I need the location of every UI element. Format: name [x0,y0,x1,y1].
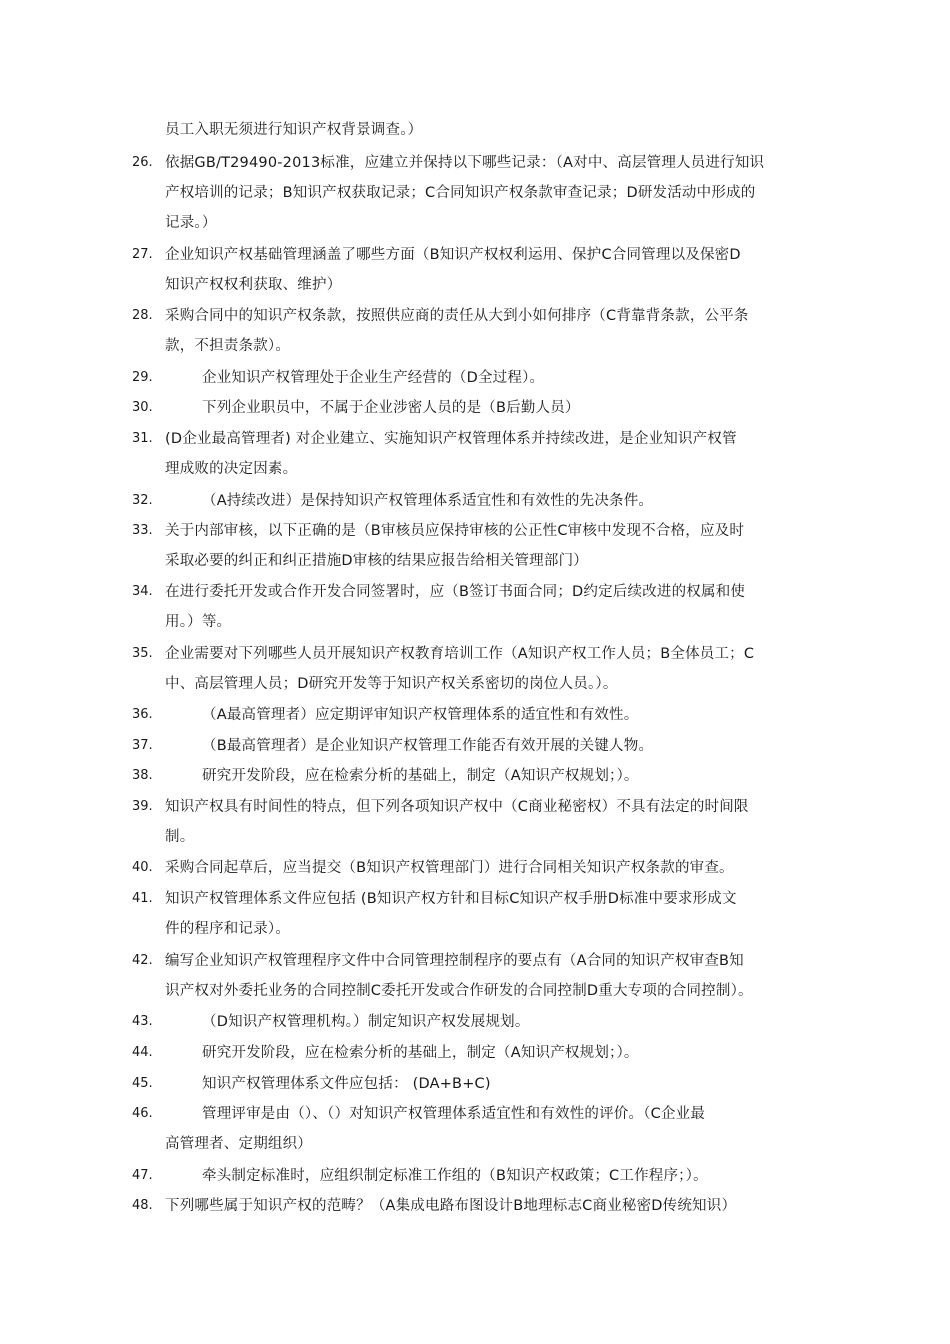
item-line: 识产权对外委托业务的合同控制C委托开发或合作研发的合同控制D重大专项的合同控制）。 [165,983,753,999]
item-line: 企业知识产权管理处于企业生产经营的（D全过程）。 [202,370,545,386]
item-number: 42. [132,953,153,968]
item-number: 34. [132,584,153,599]
item-number: 43. [132,1014,153,1029]
item-line: 管理评审是由（）、（）对知识产权管理体系适宜性和有效性的评价。（C企业最 [202,1106,706,1122]
item-line: 知识产权管理体系文件应包括： (DA+B+C) [202,1076,491,1092]
item-number: 40. [132,860,153,875]
continuation-line: 员工入职无须进行知识产权背景调查。） [165,122,423,138]
item-line: 研究开发阶段，应在检索分析的基础上，制定（A知识产权规划；）。 [202,1045,639,1061]
item-number: 35. [132,646,153,661]
item-line: 件的程序和记录）。 [165,921,291,937]
item-number: 41. [132,891,153,906]
item-line: 编写企业知识产权管理程序文件中合同管理控制程序的要点有（A合同的知识产权审查B知 [165,953,744,969]
item-line: (D企业最高管理者) 对企业建立、实施知识产权管理体系并持续改进，是企业知识产权管 [165,431,737,447]
item-line: 研究开发阶段，应在检索分析的基础上，制定（A知识产权规划；）。 [202,768,639,784]
item-number: 31. [132,431,153,446]
item-number: 33. [132,523,153,538]
item-number: 30. [132,400,153,415]
item-line: 企业需要对下列哪些人员开展知识产权教育培训工作（A知识产权工作人员；B全体员工；C [165,646,755,662]
item-line: 款，不担责条款）。 [165,338,291,354]
item-number: 32. [132,493,153,508]
item-number: 39. [132,799,153,814]
item-line: （B最高管理者）是企业知识产权管理工作能否有效开展的关键人物。 [202,738,654,754]
item-line: （D知识产权管理机构。）制定知识产权发展规划。 [202,1014,530,1030]
item-line: 企业知识产权基础管理涵盖了哪些方面（B知识产权权利运用、保护C合同管理以及保密D [165,247,741,263]
item-number: 44. [132,1045,153,1060]
item-line: 下列哪些属于知识产权的范畴？（A集成电路布图设计B地理标志C商业秘密D传统知识） [165,1198,737,1214]
item-line: 制。 [165,829,195,845]
item-line: 中、高层管理人员；D研究开发等于知识产权关系密切的岗位人员。）。 [165,676,618,692]
item-line: 知识产权权利获取、维护） [165,277,342,293]
item-number: 48. [132,1198,153,1213]
item-line: 关于内部审核，以下正确的是（B审核员应保持审核的公正性C审核中发现不合格，应及时 [165,523,745,539]
item-line: 采购合同起草后，应当提交（B知识产权管理部门）进行合同相关知识产权条款的审查。 [165,860,734,876]
item-line: 理成败的决定因素。 [165,461,298,477]
item-number: 38. [132,768,153,783]
item-line: 产权培训的记录；B知识产权获取记录；C合同知识产权条款审查记录；D研发活动中形成的 [165,185,756,201]
item-line: 采购合同中的知识产权条款，按照供应商的责任从大到小如何排序（C背靠背条款，公平条 [165,308,749,324]
item-number: 45. [132,1076,153,1091]
item-line: （A最高管理者）应定期评审知识产权管理体系的适宜性和有效性。 [202,707,639,723]
item-number: 26. [132,155,153,170]
item-number: 29. [132,370,153,385]
item-line: 牵头制定标准时，应组织制定标准工作组的（B知识产权政策；C工作程序；）。 [202,1168,708,1184]
item-number: 37. [132,738,153,753]
item-line: 在进行委托开发或合作开发合同签署时，应（B签订书面合同；D约定后续改进的权属和使 [165,584,746,600]
item-number: 47. [132,1168,153,1183]
item-line: 知识产权管理体系文件应包括 (B知识产权方针和目标C知识产权手册D标准中要求形成文 [165,891,737,907]
item-number: 28. [132,308,153,323]
item-line: （A持续改进）是保持知识产权管理体系适宜性和有效性的先决条件。 [202,493,654,509]
item-number: 27. [132,247,153,262]
item-line: 采取必要的纠正和纠正措施D审核的结果应报告给相关管理部门） [165,553,588,569]
item-line: 知识产权具有时间性的特点，但下列各项知识产权中（C商业秘密权）不具有法定的时间限 [165,799,749,815]
item-line: 依据GB/T29490-2013标准，应建立并保持以下哪些记录：（A对中、高层管理人员进行知识 [165,155,765,171]
item-line: 高管理者、定期组织） [165,1136,312,1152]
item-line: 下列企业职员中，不属于企业涉密人员的是（B后勤人员） [202,400,580,416]
item-number: 36. [132,707,153,722]
item-number: 46. [132,1106,153,1121]
item-line: 记录。） [165,215,217,231]
item-line: 用。）等。 [165,614,232,630]
